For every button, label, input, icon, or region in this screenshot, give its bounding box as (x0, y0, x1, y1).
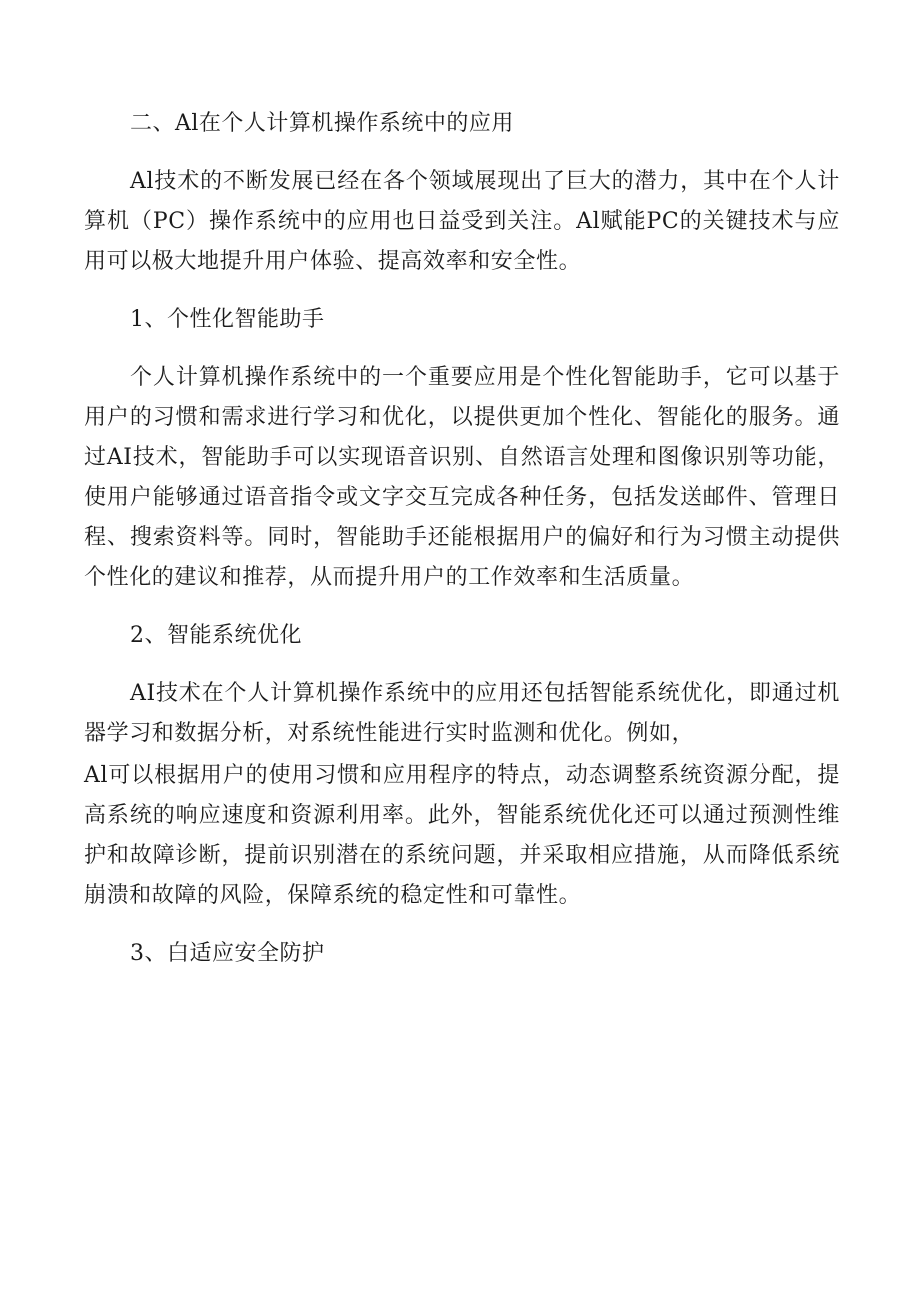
subsection-heading-2: 2、智能系统优化 (130, 623, 302, 648)
section-intro-paragraph: Al技术的不断发展已经在各个领域展现出了巨大的潜力，其中在个人计算机（PC）操作系统中的应用也日益受到关注。Al赋能PC的关键技术与应用可以极大地提升用户体验、提高效率和安全性。 (84, 169, 840, 274)
subsection-paragraph-2-continued: Al可以根据用户的使用习惯和应用程序的特点，动态调整系统资源分配，提高系统的响应速度和资源利用率。此外，智能系统优化还可以通过预测性维护和故障诊断，提前识别潜在的系统问题，并采取相应措施，从而降低系统崩溃和故障的风险，保障系统的稳定性和可靠性。 (84, 763, 840, 908)
section-heading: 二、Al在个人计算机操作系统中的应用 (130, 111, 514, 136)
document-body (84, 104, 840, 992)
subsection-heading-1: 1、个性化智能助手 (130, 307, 325, 332)
subsection-paragraph-2: AI技术在个人计算机操作系统中的应用还包括智能系统优化，即通过机器学习和数据分析，对系统性能进行实时监测和优化。例如， (84, 681, 840, 746)
subsection-paragraph-1: 个人计算机操作系统中的一个重要应用是个性化智能助手，它可以基于用户的习惯和需求进行学习和优化，以提供更加个性化、智能化的服务。通过AI技术，智能助手可以实现语音识别、自然语言处理和图像识别等功能，使用户能够通过语音指令或文字交互完成各种任务，包括发送邮件、管理日程、搜索资料等。同时，智能助手还能根据用户的偏好和行为习惯主动提供个性化的建议和推荐，从而提升用户的工作效率和生活质量。 (84, 365, 840, 590)
subsection-heading-3: 3、白适应安全防护 (130, 941, 325, 966)
